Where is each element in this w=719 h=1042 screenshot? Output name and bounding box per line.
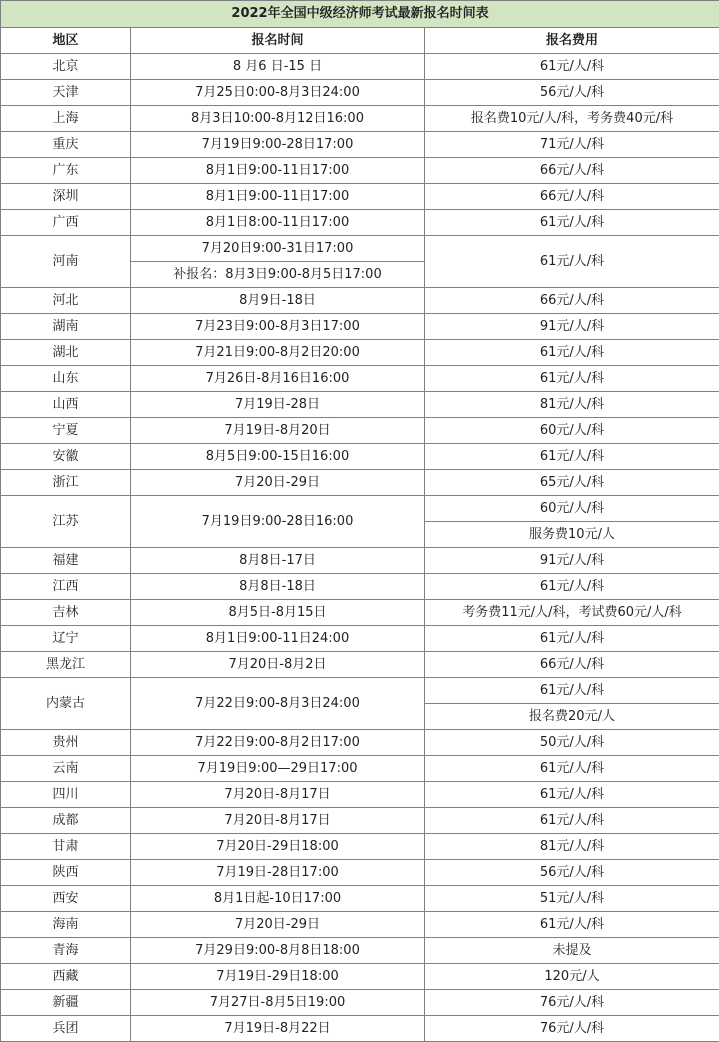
fee-cell: 51元/人/科	[425, 886, 719, 912]
region-cell: 广东	[1, 158, 131, 184]
time-cell: 7月20日-8月2日	[131, 652, 425, 678]
table-row	[1, 106, 719, 132]
time-cell: 7月19日-8月20日	[131, 418, 425, 444]
table-row	[1, 574, 719, 600]
region-cell: 山西	[1, 392, 131, 418]
time-cell: 7月19日9:00—29日17:00	[131, 756, 425, 782]
time-cell: 8月1日9:00-11日17:00	[131, 158, 425, 184]
table-row	[1, 782, 719, 808]
time-cell: 8月8日-17日	[131, 548, 425, 574]
region-cell: 海南	[1, 912, 131, 938]
region-cell: 上海	[1, 106, 131, 132]
fee-cell: 60元/人/科	[425, 418, 719, 444]
fee-cell: 61元/人/科	[425, 782, 719, 808]
fee-cell: 50元/人/科	[425, 730, 719, 756]
table-row	[1, 860, 719, 886]
table-row	[1, 418, 719, 444]
fee-cell: 65元/人/科	[425, 470, 719, 496]
table-row	[1, 652, 719, 678]
time-cell: 8月1日9:00-11日17:00	[131, 184, 425, 210]
region-cell: 陕西	[1, 860, 131, 886]
title-row	[1, 1, 719, 28]
table-row	[1, 470, 719, 496]
time-cell: 7月19日9:00-28日17:00	[131, 132, 425, 158]
time-cell: 7月26日-8月16日16:00	[131, 366, 425, 392]
fee-cell: 66元/人/科	[425, 158, 719, 184]
time-cell: 7月20日-29日	[131, 912, 425, 938]
fee-cell: 61元/人/科	[425, 756, 719, 782]
region-cell: 北京	[1, 54, 131, 80]
table-row	[1, 600, 719, 626]
table-row	[1, 964, 719, 990]
time-cell: 8月1日9:00-11日24:00	[131, 626, 425, 652]
region-cell: 辽宁	[1, 626, 131, 652]
fee-cell: 56元/人/科	[425, 80, 719, 106]
region-cell: 吉林	[1, 600, 131, 626]
fee-cell: 71元/人/科	[425, 132, 719, 158]
time-cell: 7月22日9:00-8月2日17:00	[131, 730, 425, 756]
region-cell: 内蒙古	[1, 678, 131, 730]
region-cell: 江苏	[1, 496, 131, 548]
time-cell: 8月3日10:00-8月12日16:00	[131, 106, 425, 132]
region-cell: 甘肃	[1, 834, 131, 860]
table-row	[1, 314, 719, 340]
table-row	[1, 548, 719, 574]
time-cell: 7月20日-8月17日	[131, 808, 425, 834]
time-cell: 7月19日9:00-28日16:00	[131, 496, 425, 548]
table-row	[1, 496, 719, 522]
table-row	[1, 730, 719, 756]
table-row	[1, 340, 719, 366]
time-cell: 补报名：8月3日9:00-8月5日17:00	[131, 262, 425, 288]
region-cell: 云南	[1, 756, 131, 782]
region-cell: 广西	[1, 210, 131, 236]
region-cell: 成都	[1, 808, 131, 834]
fee-cell: 91元/人/科	[425, 548, 719, 574]
time-cell: 7月25日0:00-8月3日24:00	[131, 80, 425, 106]
fee-cell: 报名费10元/人/科，考务费40元/科	[425, 106, 719, 132]
table-row	[1, 80, 719, 106]
fee-cell: 61元/人/科	[425, 236, 719, 288]
table-row	[1, 886, 719, 912]
time-cell: 7月19日-28日17:00	[131, 860, 425, 886]
region-cell: 宁夏	[1, 418, 131, 444]
region-cell: 河北	[1, 288, 131, 314]
time-cell: 8月1日8:00-11日17:00	[131, 210, 425, 236]
region-cell: 重庆	[1, 132, 131, 158]
fee-cell: 91元/人/科	[425, 314, 719, 340]
table-row	[1, 366, 719, 392]
table-row	[1, 444, 719, 470]
table-row	[1, 210, 719, 236]
region-cell: 贵州	[1, 730, 131, 756]
time-cell: 8月9日-18日	[131, 288, 425, 314]
fee-cell: 61元/人/科	[425, 626, 719, 652]
table-row	[1, 678, 719, 704]
table-title: 2022年全国中级经济师考试最新报名时间表	[1, 1, 719, 28]
header-fee: 报名费用	[425, 28, 719, 54]
table-row	[1, 288, 719, 314]
header-region: 地区	[1, 28, 131, 54]
time-cell: 7月27日-8月5日19:00	[131, 990, 425, 1016]
fee-cell: 120元/人	[425, 964, 719, 990]
header-row	[1, 28, 719, 54]
table-row	[1, 990, 719, 1016]
region-cell: 天津	[1, 80, 131, 106]
time-cell: 7月20日9:00-31日17:00	[131, 236, 425, 262]
fee-cell: 66元/人/科	[425, 184, 719, 210]
time-cell: 7月20日-29日18:00	[131, 834, 425, 860]
fee-cell: 61元/人/科	[425, 678, 719, 704]
region-cell: 湖北	[1, 340, 131, 366]
fee-cell: 66元/人/科	[425, 652, 719, 678]
fee-cell: 未提及	[425, 938, 719, 964]
fee-cell: 61元/人/科	[425, 574, 719, 600]
table-row	[1, 626, 719, 652]
fee-cell: 60元/人/科	[425, 496, 719, 522]
time-cell: 7月22日9:00-8月3日24:00	[131, 678, 425, 730]
time-cell: 7月19日-28日	[131, 392, 425, 418]
table-row	[1, 938, 719, 964]
region-cell: 西安	[1, 886, 131, 912]
region-cell: 新疆	[1, 990, 131, 1016]
region-cell: 浙江	[1, 470, 131, 496]
fee-cell: 61元/人/科	[425, 340, 719, 366]
time-cell: 7月29日9:00-8月8日18:00	[131, 938, 425, 964]
region-cell: 兵团	[1, 1016, 131, 1042]
header-time: 报名时间	[131, 28, 425, 54]
table-row	[1, 392, 719, 418]
fee-cell: 服务费10元/人	[425, 522, 719, 548]
table-row	[1, 834, 719, 860]
region-cell: 西藏	[1, 964, 131, 990]
region-cell: 深圳	[1, 184, 131, 210]
time-cell: 7月19日-29日18:00	[131, 964, 425, 990]
time-cell: 8月8日-18日	[131, 574, 425, 600]
region-cell: 福建	[1, 548, 131, 574]
table-row	[1, 1016, 719, 1042]
region-cell: 青海	[1, 938, 131, 964]
table-row	[1, 236, 719, 262]
fee-cell: 76元/人/科	[425, 1016, 719, 1042]
fee-cell: 报名费20元/人	[425, 704, 719, 730]
region-cell: 安徽	[1, 444, 131, 470]
table-row	[1, 756, 719, 782]
table-row	[1, 132, 719, 158]
region-cell: 湖南	[1, 314, 131, 340]
table-row	[1, 808, 719, 834]
time-cell: 8 月6 日-15 日	[131, 54, 425, 80]
fee-cell: 61元/人/科	[425, 444, 719, 470]
fee-cell: 81元/人/科	[425, 392, 719, 418]
fee-cell: 81元/人/科	[425, 834, 719, 860]
time-cell: 8月1日起-10日17:00	[131, 886, 425, 912]
table-row	[1, 184, 719, 210]
time-cell: 8月5日9:00-15日16:00	[131, 444, 425, 470]
region-cell: 河南	[1, 236, 131, 288]
region-cell: 四川	[1, 782, 131, 808]
time-cell: 7月23日9:00-8月3日17:00	[131, 314, 425, 340]
fee-cell: 66元/人/科	[425, 288, 719, 314]
fee-cell: 76元/人/科	[425, 990, 719, 1016]
fee-cell: 56元/人/科	[425, 860, 719, 886]
table-row	[1, 912, 719, 938]
fee-cell: 61元/人/科	[425, 912, 719, 938]
fee-cell: 61元/人/科	[425, 366, 719, 392]
fee-cell: 61元/人/科	[425, 54, 719, 80]
table-row	[1, 158, 719, 184]
time-cell: 7月20日-29日	[131, 470, 425, 496]
fee-cell: 考务费11元/人/科，考试费60元/人/科	[425, 600, 719, 626]
time-cell: 8月5日-8月15日	[131, 600, 425, 626]
fee-cell: 61元/人/科	[425, 210, 719, 236]
time-cell: 7月19日-8月22日	[131, 1016, 425, 1042]
fee-cell: 61元/人/科	[425, 808, 719, 834]
region-cell: 江西	[1, 574, 131, 600]
time-cell: 7月21日9:00-8月2日20:00	[131, 340, 425, 366]
time-cell: 7月20日-8月17日	[131, 782, 425, 808]
region-cell: 山东	[1, 366, 131, 392]
table-row	[1, 54, 719, 80]
region-cell: 黑龙江	[1, 652, 131, 678]
